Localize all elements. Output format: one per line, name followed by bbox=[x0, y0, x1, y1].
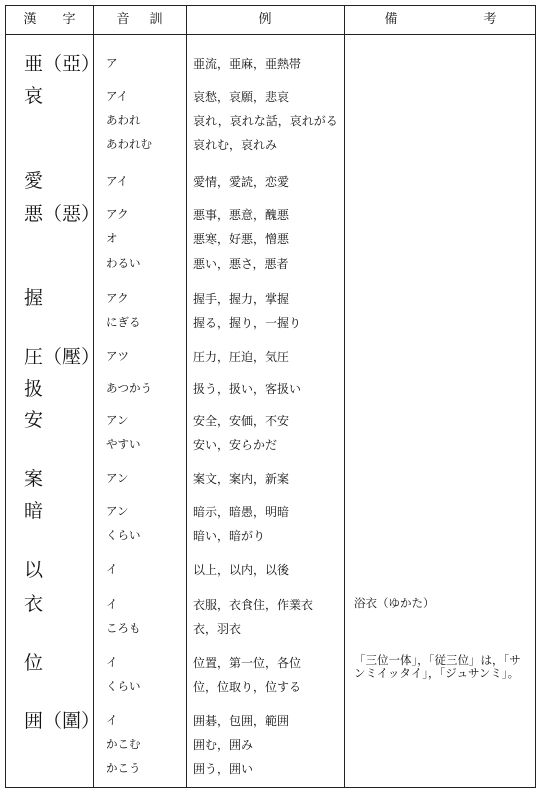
header-divider bbox=[6, 34, 535, 35]
example-cell: 位，位取り，位する bbox=[193, 680, 302, 694]
example-cell: 悪い，悪さ，悪者 bbox=[193, 257, 289, 271]
reading-cell: オ bbox=[106, 231, 118, 245]
kanji-cell: 案 bbox=[24, 468, 44, 490]
kanji-cell: 愛 bbox=[24, 170, 44, 192]
example-cell: 囲う，囲い bbox=[193, 762, 254, 776]
header-remarks: 備 考 bbox=[384, 12, 497, 27]
column-divider bbox=[344, 6, 345, 787]
example-cell: 哀れ，哀れな話，哀れがる bbox=[193, 114, 338, 128]
reading-cell: アク bbox=[106, 207, 129, 221]
reading-cell: イ bbox=[106, 597, 118, 611]
reading-cell: あつかう bbox=[106, 381, 152, 395]
example-cell: 安全，安価，不安 bbox=[193, 414, 290, 428]
example-cell: 暗示，暗愚，明暗 bbox=[193, 505, 290, 519]
reading-cell: かこむ bbox=[106, 737, 141, 751]
kanji-cell: 握 bbox=[24, 287, 44, 309]
example-cell: 亜流，亜麻，亜熱帯 bbox=[193, 57, 302, 71]
reading-cell: アク bbox=[106, 291, 129, 305]
example-cell: 以上，以内，以後 bbox=[193, 563, 290, 577]
kanji-cell: 哀 bbox=[24, 85, 44, 107]
header-example: 例 bbox=[258, 12, 272, 27]
kanji-cell: 衣 bbox=[24, 593, 44, 615]
example-cell: 哀愁，哀願，悲哀 bbox=[193, 90, 290, 104]
reading-cell: あわれ bbox=[106, 113, 141, 127]
kanji-cell: 亜（亞） bbox=[24, 53, 101, 75]
example-cell: 扱う，扱い，客扱い bbox=[193, 382, 302, 396]
example-cell: 囲碁，包囲，範囲 bbox=[193, 714, 290, 728]
example-cell: 案文，案内，新案 bbox=[193, 472, 290, 486]
kanji-cell: 暗 bbox=[24, 500, 44, 522]
reading-cell: アン bbox=[106, 504, 129, 518]
example-cell: 衣，羽衣 bbox=[193, 622, 242, 636]
reading-cell: ア bbox=[106, 56, 118, 70]
remark-cell: 「三位一体」，「従三位」は，「サンミイッタイ」，「ジュサンミ」。 bbox=[354, 653, 521, 680]
reading-cell: アイ bbox=[106, 89, 128, 103]
column-divider bbox=[93, 6, 94, 787]
kanji-cell: 圧（壓） bbox=[24, 346, 101, 368]
reading-cell: アツ bbox=[106, 349, 129, 363]
reading-cell: あわれむ bbox=[106, 137, 152, 151]
kanji-cell: 位 bbox=[24, 652, 44, 674]
reading-cell: くらい bbox=[106, 679, 141, 693]
reading-cell: にぎる bbox=[106, 315, 141, 329]
kanji-cell: 以 bbox=[24, 559, 44, 581]
reading-cell: わるい bbox=[106, 256, 141, 270]
example-cell: 衣服，衣食住，作業衣 bbox=[193, 598, 314, 612]
reading-cell: イ bbox=[106, 562, 118, 576]
column-divider bbox=[186, 6, 187, 787]
reading-cell: イ bbox=[106, 713, 118, 727]
remark-cell: 浴衣（ゆかた） bbox=[354, 596, 435, 610]
example-cell: 悪寒，好悪，憎悪 bbox=[193, 232, 290, 246]
kanji-cell: 悪（惡） bbox=[24, 203, 101, 225]
example-cell: 愛情，愛読，恋愛 bbox=[193, 175, 290, 189]
kanji-cell: 安 bbox=[24, 409, 44, 431]
example-cell: 悪事，悪意，醜悪 bbox=[193, 208, 290, 222]
example-cell: 囲む，囲み bbox=[193, 738, 254, 752]
reading-cell: くらい bbox=[106, 528, 141, 542]
header-reading: 音 訓 bbox=[116, 12, 163, 27]
kanji-cell: 扱 bbox=[24, 378, 44, 400]
kanji-cell: 囲（圍） bbox=[24, 710, 101, 732]
reading-cell: やすい bbox=[106, 437, 141, 451]
reading-cell: アイ bbox=[106, 174, 128, 188]
example-cell: 位置，第一位，各位 bbox=[193, 656, 302, 670]
reading-cell: ころも bbox=[106, 621, 141, 635]
reading-cell: アン bbox=[106, 413, 129, 427]
reading-cell: イ bbox=[106, 655, 118, 669]
example-cell: 握る，握り，一握り bbox=[193, 316, 302, 330]
example-cell: 圧力，圧迫，気圧 bbox=[193, 350, 290, 364]
example-cell: 哀れむ，哀れみ bbox=[193, 138, 278, 152]
kanji-table bbox=[5, 5, 536, 788]
example-cell: 安い，安らかだ bbox=[193, 438, 278, 452]
reading-cell: アン bbox=[106, 471, 129, 485]
example-cell: 暗い，暗がり bbox=[193, 529, 266, 543]
header-kanji: 漢 字 bbox=[23, 12, 76, 27]
reading-cell: かこう bbox=[106, 761, 141, 775]
example-cell: 握手，握力，掌握 bbox=[193, 292, 290, 306]
